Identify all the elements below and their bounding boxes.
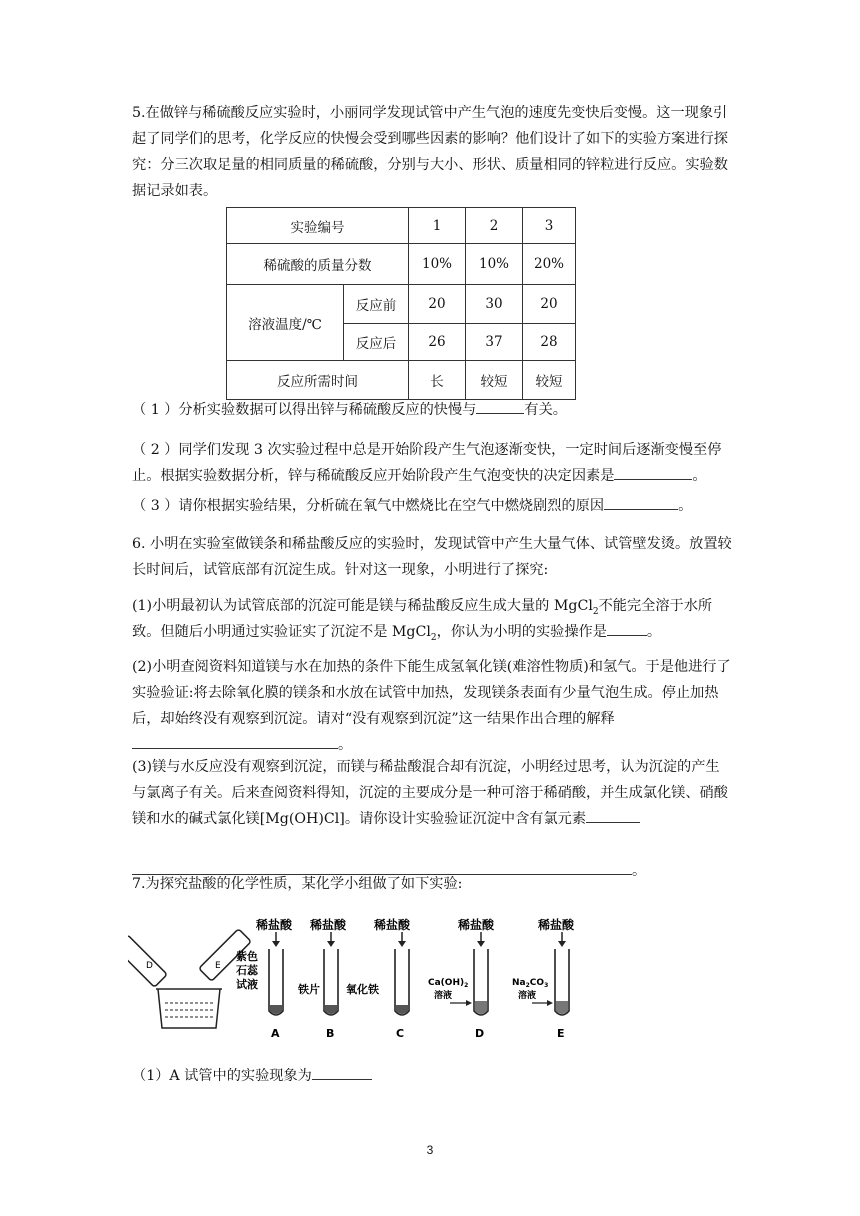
table-conc-label: 稀硫酸的质量分数 — [227, 244, 409, 285]
q5-intro: 5.在做锌与稀硫酸反应实验时，小丽同学发现试管中产生气泡的速度先变快后变慢。这一现象引起了同学们的思考，化学反应的快慢会受到哪些因素的影响？他们设计了如下的实验方案进行探究：分三次取足量的相同质量的稀硫酸，分别与大小、形状、质量相同的锌粒进行反应。实验数据记录如表。 — [132, 105, 728, 199]
answer-blank[interactable] — [604, 497, 678, 510]
svg-text:试液: 试液 — [236, 978, 258, 991]
svg-text:铁片: 铁片 — [298, 983, 320, 996]
table-before-3: 20 — [523, 285, 576, 324]
q6-part3: (3)镁与水反应没有观察到沉淀，而镁与稀盐酸混合却有沉淀，小明经过思考，认为沉淀的产生与氯离子有关。后来查阅资料得知，沉淀的主要成分是一种可溶于稀硝酸，并生成氯化镁、硝酸镁和水的碱式氯化镁[Mg(OH)Cl]。请你设计实验验证沉淀中含有氯元素 。 — [132, 759, 728, 879]
table-after-1: 26 — [409, 324, 466, 361]
tube-d — [428, 917, 495, 1040]
table-before-1: 20 — [409, 285, 466, 324]
svg-text:稀盐酸: 稀盐酸 — [256, 918, 293, 932]
table-conc-2: 10% — [466, 244, 523, 285]
beaker-label-e: E — [215, 961, 221, 971]
answer-blank[interactable] — [132, 736, 338, 749]
table-time-1: 长 — [409, 361, 466, 400]
svg-text:A: A — [271, 1027, 280, 1040]
svg-text:Ca(OH)2: $Ca(OH)_2$ — [428, 978, 469, 989]
table-id-1: 1 — [409, 208, 466, 244]
table-header-label: 实验编号 — [227, 208, 409, 244]
svg-text:D: D — [475, 1027, 485, 1040]
svg-text:B: B — [326, 1027, 335, 1040]
svg-text:稀盐酸: 稀盐酸 — [538, 918, 575, 932]
table-id-2: 2 — [466, 208, 523, 244]
table-conc-3: 20% — [523, 244, 576, 285]
table-before-2: 30 — [466, 285, 523, 324]
beaker-label-d: D — [146, 961, 153, 971]
svg-text:Na2CO3: $Na_2CO_3$ — [512, 978, 549, 989]
answer-blank[interactable] — [312, 1067, 372, 1080]
experiment-table — [226, 207, 576, 400]
table-after-2: 37 — [466, 324, 523, 361]
svg-text:E: E — [557, 1027, 565, 1040]
table-after-label: 反应后 — [344, 324, 409, 361]
beaker — [158, 989, 220, 1028]
answer-blank[interactable] — [614, 467, 692, 480]
q6-intro: 6. 小明在实验室做镁条和稀盐酸反应的实验时，发现试管中产生大量气体、试管壁发烫。放置较长时间后，试管底部有沉淀生成。针对这一现象，小明进行了探究: — [132, 536, 732, 578]
tube-e — [512, 917, 575, 1040]
q5-sub2: （ 2 ）同学们发现 3 次实验过程中总是开始阶段产生气泡逐渐变快，一定时间后逐渐变慢至停止。根据实验数据分析，锌与稀硫酸反应开始阶段产生气泡变快的决定因素是 。 — [132, 442, 722, 484]
table-time-2: 较短 — [466, 361, 523, 400]
svg-text:C: C — [396, 1027, 405, 1040]
tube-c — [346, 917, 411, 1040]
table-after-3: 28 — [523, 324, 576, 361]
table-before-label: 反应前 — [344, 285, 409, 324]
table-id-3: 3 — [523, 208, 576, 244]
experiment-figure — [128, 915, 588, 1045]
svg-text:溶液: 溶液 — [518, 991, 537, 1001]
table-time-3: 较短 — [523, 361, 576, 400]
table-temp-label: 溶液温度/℃ — [227, 285, 344, 361]
answer-blank[interactable] — [476, 401, 524, 414]
beaker-diagram — [128, 929, 251, 1028]
svg-text:氧化铁: 氧化铁 — [346, 983, 379, 996]
svg-text:溶液: 溶液 — [434, 991, 453, 1001]
answer-blank[interactable] — [586, 810, 640, 823]
q5-sub1: （ 1 ）分析实验数据可以得出锌与稀硫酸反应的快慢与 有关。 — [132, 402, 567, 418]
svg-text:稀盐酸: 稀盐酸 — [310, 918, 347, 932]
table-time-label: 反应所需时间 — [227, 361, 409, 400]
q6-part2: (2)小明查阅资料知道镁与水在加热的条件下能生成氢氧化镁(难溶性物质)和氢气。于是他进行了实验验证:将去除氧化膜的镁条和水放在试管中加热，发现镁条表面有少量气泡生成。停止加热后，却始终没有观察到沉淀。请对“没有观察到沉淀”这一结果作出合理的解释 。 — [132, 659, 731, 753]
svg-text:稀盐酸: 稀盐酸 — [374, 918, 411, 932]
svg-text:稀盐酸: 稀盐酸 — [458, 918, 495, 932]
table-conc-1: 10% — [409, 244, 466, 285]
svg-text:紫色: 紫色 — [236, 950, 258, 963]
tube-b — [297, 917, 347, 1040]
page-number: 3 — [426, 1143, 434, 1157]
q5-sub3: （ 3 ）请你根据实验结果，分析硫在氧气中燃烧比在空气中燃烧剧烈的原因 。 — [132, 498, 693, 514]
answer-blank[interactable] — [607, 623, 647, 636]
svg-text:石蕊: 石蕊 — [236, 964, 258, 977]
q6-part1: (1)小明最初认为试管底部的沉淀可能是镁与稀盐酸反应生成大量的 MgCl$_2$不能完全溶于水所致。但随后小明通过实验证实了沉淀不是 MgCl$_2$，你认为小明的实验操作是 。 — [132, 598, 713, 643]
q7-intro: 7.为探究盐酸的化学性质，某化学小组做了如下实验: — [132, 876, 463, 892]
q7-sub1: （1）A 试管中的实验现象为 — [132, 1063, 732, 1089]
